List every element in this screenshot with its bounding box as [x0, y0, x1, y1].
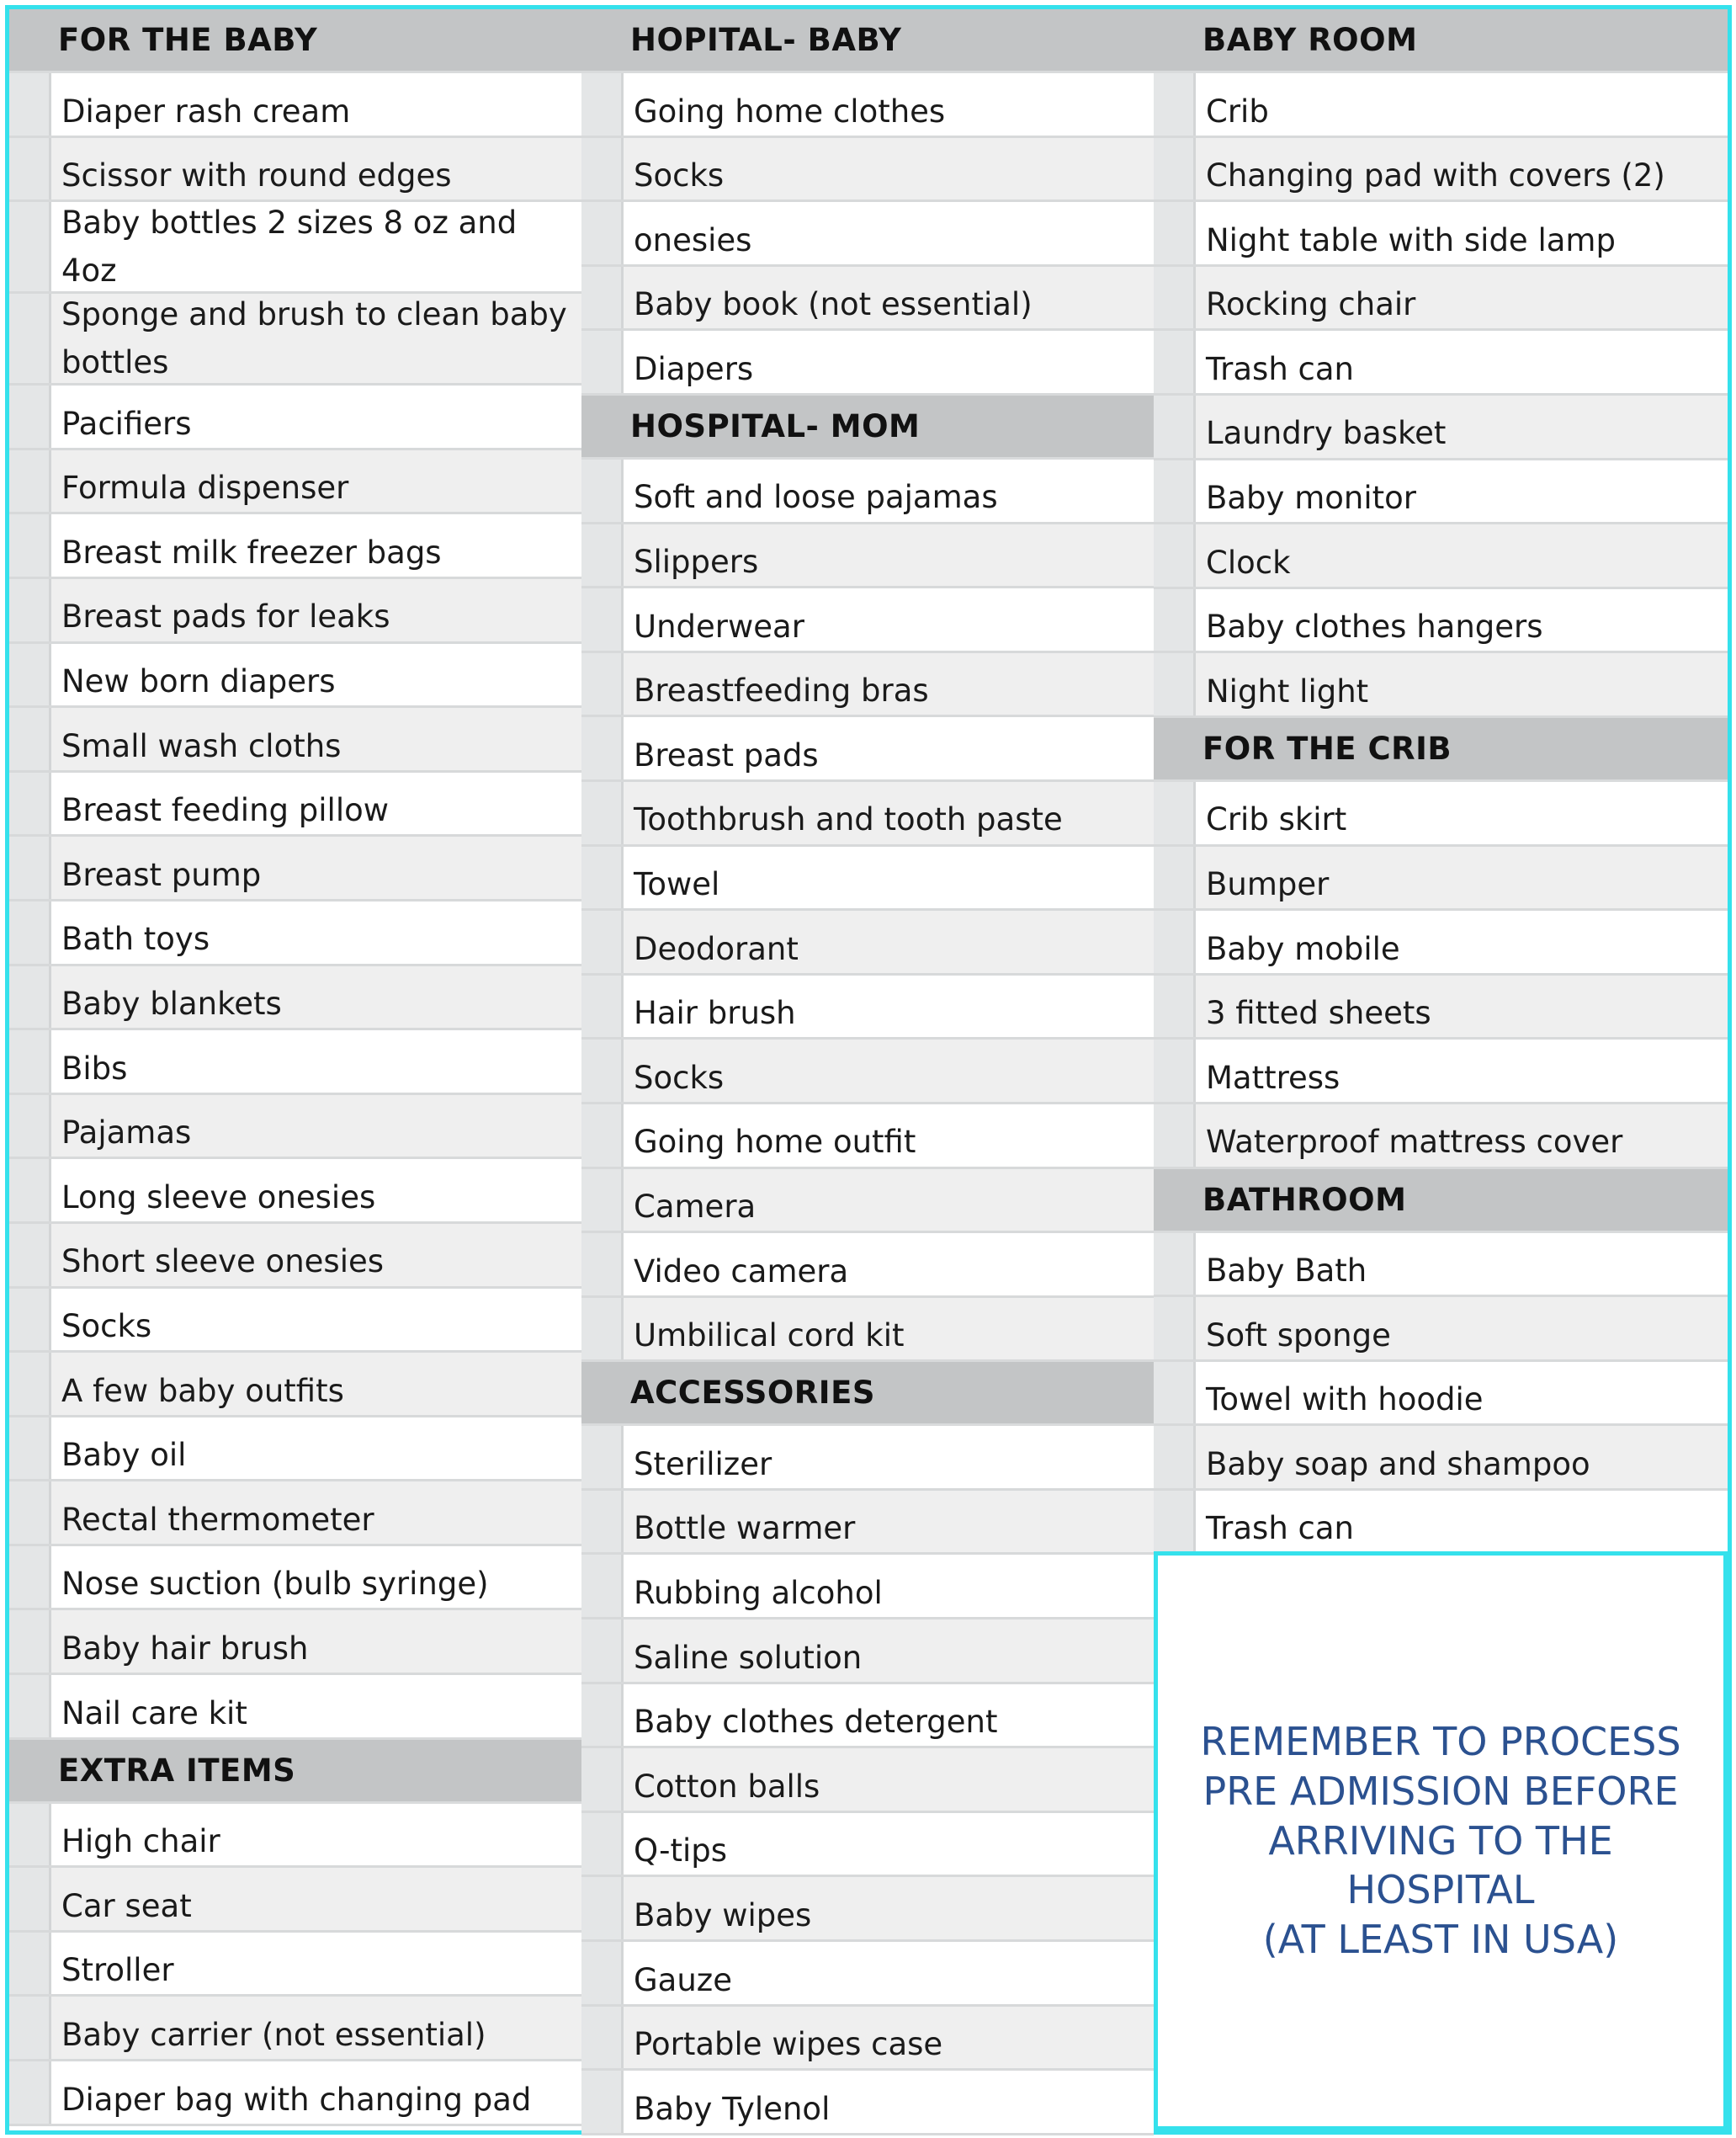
checklist-row — [9, 579, 581, 644]
checklist-row — [1154, 847, 1728, 912]
checklist-item-label: Short sleeve onesies — [51, 1224, 581, 1286]
checkbox-cell[interactable] — [1154, 976, 1196, 1038]
checklist-row — [9, 901, 581, 966]
checkbox-cell[interactable] — [9, 1868, 51, 1930]
checklist-row — [1154, 1297, 1728, 1362]
checkbox-cell[interactable] — [9, 1159, 51, 1221]
checklist-item-label: Clock — [1196, 524, 1728, 587]
checkbox-cell[interactable] — [581, 1555, 624, 1617]
checklist-item-label: Diaper rash cream — [51, 73, 581, 136]
checklist-item-label: Trash can — [1196, 331, 1728, 393]
checklist-row — [581, 460, 1154, 524]
checkbox-cell[interactable] — [1154, 396, 1196, 458]
checklist-row — [1154, 782, 1728, 847]
column-left — [9, 9, 581, 2126]
checklist-row — [581, 1877, 1154, 1942]
checkbox-cell[interactable] — [1154, 589, 1196, 652]
checkbox-cell[interactable] — [1154, 653, 1196, 715]
checkbox-cell[interactable] — [9, 2061, 51, 2124]
checklist-item-label: Baby blankets — [51, 966, 581, 1029]
checklist-row — [9, 966, 581, 1031]
checklist-item-label: Umbilical cord kit — [624, 1298, 1154, 1360]
checklist-item-label: Socks — [624, 138, 1154, 200]
checklist-item-label: New born diapers — [51, 644, 581, 706]
checklist-row — [581, 976, 1154, 1040]
checkbox-cell[interactable] — [1154, 1297, 1196, 1359]
checkbox-cell[interactable] — [9, 138, 51, 200]
checklist-row — [581, 1233, 1154, 1298]
checkbox-cell[interactable] — [9, 514, 51, 577]
checklist-row — [581, 911, 1154, 976]
checklist-item-label: Baby wipes — [624, 1877, 1154, 1939]
checklist-item-label: Rubbing alcohol — [624, 1555, 1154, 1617]
checkbox-cell[interactable] — [581, 1426, 624, 1488]
checklist-row — [581, 2007, 1154, 2072]
checklist-item-label: Deodorant — [624, 911, 1154, 973]
checklist-row — [1154, 1104, 1728, 1169]
checklist-row — [581, 1426, 1154, 1491]
checklist-row — [581, 1491, 1154, 1556]
checklist-row — [9, 1610, 581, 1675]
checklist-item-label: Crib skirt — [1196, 782, 1728, 844]
checkbox-cell[interactable] — [9, 1095, 51, 1157]
checkbox-cell[interactable] — [9, 644, 51, 706]
checkbox-cell[interactable] — [581, 847, 624, 909]
checklist-item-label: Changing pad with covers (2) — [1196, 138, 1728, 200]
checkbox-cell[interactable] — [1154, 847, 1196, 909]
checkbox-cell[interactable] — [581, 588, 624, 651]
checkbox-cell[interactable] — [9, 1546, 51, 1609]
checklist-row — [9, 1481, 581, 1546]
checklist-sheet — [5, 5, 1732, 2135]
checkbox-cell[interactable] — [1154, 1491, 1196, 1553]
checklist-row — [9, 1997, 581, 2061]
checklist-item-label: Baby monitor — [1196, 460, 1728, 523]
checklist-row — [9, 1159, 581, 1224]
checklist-row — [1154, 589, 1728, 654]
checklist-row — [1154, 460, 1728, 525]
checklist-item-label: Hair brush — [624, 976, 1154, 1038]
checklist-row — [9, 837, 581, 901]
checklist-item-label: Long sleeve onesies — [51, 1159, 581, 1221]
checklist-item-label: Soft and loose pajamas — [624, 460, 1154, 522]
checklist-item-label: Baby oil — [51, 1417, 581, 1480]
checkbox-cell[interactable] — [581, 1233, 624, 1295]
checkbox-cell[interactable] — [9, 1417, 51, 1480]
checklist-row — [581, 267, 1154, 332]
checklist-row — [9, 644, 581, 709]
checklist-row — [9, 773, 581, 838]
checklist-row — [1154, 976, 1728, 1040]
checklist-row — [581, 202, 1154, 267]
checklist-row — [1154, 1233, 1728, 1298]
checklist-item-label: Breast milk freezer bags — [51, 514, 581, 577]
section-header: ACCESSORIES — [581, 1362, 1154, 1426]
checklist-item-label: Gauze — [624, 1942, 1154, 2004]
checkbox-cell[interactable] — [581, 460, 624, 522]
checkbox-cell[interactable] — [581, 267, 624, 329]
checkbox-cell[interactable] — [9, 73, 51, 136]
checklist-row — [9, 294, 581, 386]
checklist-item-label: Night table with side lamp — [1196, 202, 1728, 264]
checklist-item-label: Breast feeding pillow — [51, 773, 581, 835]
checklist-row — [581, 1169, 1154, 1234]
checklist-item-label: Baby Tylenol — [624, 2071, 1154, 2133]
checklist-row — [9, 514, 581, 579]
section-header: BABY ROOM — [1154, 9, 1728, 73]
checkbox-cell[interactable] — [581, 1748, 624, 1811]
section-header: FOR THE BABY — [9, 9, 581, 73]
checkbox-cell[interactable] — [581, 1040, 624, 1102]
checklist-item-label: Socks — [51, 1289, 581, 1351]
checklist-row — [9, 1868, 581, 1933]
checkbox-cell[interactable] — [1154, 267, 1196, 329]
section-header: FOR THE CRIB — [1154, 718, 1728, 782]
checklist-row — [1154, 331, 1728, 396]
checklist-row — [9, 1353, 581, 1417]
checkbox-cell[interactable] — [1154, 1040, 1196, 1102]
checklist-item-label: Nose suction (bulb syringe) — [51, 1546, 581, 1609]
checklist-row — [1154, 396, 1728, 460]
checkbox-cell[interactable] — [9, 1933, 51, 1995]
checklist-row — [581, 653, 1154, 718]
checklist-item-label: High chair — [51, 1804, 581, 1866]
checklist-item-label: Car seat — [51, 1868, 581, 1930]
checklist-item-label: Camera — [624, 1169, 1154, 1231]
checklist-row — [1154, 524, 1728, 589]
checkbox-cell[interactable] — [581, 202, 624, 264]
checklist-row — [1154, 653, 1728, 718]
checklist-item-label: onesies — [624, 202, 1154, 264]
checklist-item-label: Pacifiers — [51, 386, 581, 448]
checkbox-cell[interactable] — [581, 1684, 624, 1747]
checklist-item-label: Going home outfit — [624, 1104, 1154, 1167]
checkbox-cell[interactable] — [1154, 911, 1196, 973]
checklist-item-label: Stroller — [51, 1933, 581, 1995]
checklist-item-label: Diaper bag with changing pad — [51, 2061, 581, 2124]
checklist-item-label: Baby Bath — [1196, 1233, 1728, 1295]
checkbox-cell[interactable] — [9, 386, 51, 448]
checklist-row — [1154, 73, 1728, 138]
checkbox-cell[interactable] — [9, 773, 51, 835]
checkbox-cell[interactable] — [581, 1169, 624, 1231]
checkbox-cell[interactable] — [1154, 524, 1196, 587]
checkbox-cell[interactable] — [581, 1491, 624, 1553]
checklist-item-label: Breast pads for leaks — [51, 579, 581, 641]
checklist-item-label: Portable wipes case — [624, 2007, 1154, 2069]
checklist-row — [581, 847, 1154, 912]
checkbox-cell[interactable] — [581, 331, 624, 393]
checkbox-cell[interactable] — [581, 524, 624, 587]
checklist-item-label: Bath toys — [51, 901, 581, 964]
checklist-item-label: Trash can — [1196, 1491, 1728, 1553]
checklist-item-label: Toothbrush and tooth paste — [624, 782, 1154, 844]
checklist-row — [9, 386, 581, 450]
checklist-row — [581, 782, 1154, 847]
checklist-item-label: Nail care kit — [51, 1675, 581, 1737]
checklist-item-label: Video camera — [624, 1233, 1154, 1295]
checklist-item-label: Soft sponge — [1196, 1297, 1728, 1359]
checkbox-cell[interactable] — [9, 1610, 51, 1673]
checklist-item-label: Towel with hoodie — [1196, 1362, 1728, 1424]
checklist-item-label: Baby hair brush — [51, 1610, 581, 1673]
checklist-row — [581, 331, 1154, 396]
checkbox-cell[interactable] — [581, 976, 624, 1038]
checkbox-cell[interactable] — [581, 911, 624, 973]
checklist-item-label: Rocking chair — [1196, 267, 1728, 329]
checklist-row — [581, 138, 1154, 203]
checkbox-cell[interactable] — [9, 1481, 51, 1544]
checkbox-cell[interactable] — [1154, 1362, 1196, 1424]
checkbox-cell[interactable] — [581, 1619, 624, 1682]
checklist-item-label: Breast pump — [51, 837, 581, 899]
checkbox-cell[interactable] — [9, 1030, 51, 1093]
checklist-row — [1154, 1426, 1728, 1491]
checkbox-cell[interactable] — [1154, 331, 1196, 393]
checklist-item-label: 3 fitted sheets — [1196, 976, 1728, 1038]
checkbox-cell[interactable] — [581, 2007, 624, 2069]
checklist-row — [9, 450, 581, 515]
checklist-row — [581, 588, 1154, 653]
checklist-row — [9, 1417, 581, 1482]
checkbox-cell[interactable] — [581, 1104, 624, 1167]
checklist-row — [9, 1095, 581, 1160]
checkbox-cell[interactable] — [1154, 1104, 1196, 1167]
checklist-row — [9, 73, 581, 138]
checklist-item-label: Waterproof mattress cover — [1196, 1104, 1728, 1167]
checkbox-cell[interactable] — [1154, 138, 1196, 200]
checklist-row — [581, 524, 1154, 589]
checklist-item-label: Laundry basket — [1196, 396, 1728, 458]
checkbox-cell[interactable] — [1154, 73, 1196, 136]
checkbox-cell[interactable] — [9, 202, 51, 291]
checkbox-cell[interactable] — [581, 138, 624, 200]
checklist-item-label: Breast pads — [624, 717, 1154, 779]
checklist-item-label: A few baby outfits — [51, 1353, 581, 1415]
checklist-row — [581, 1684, 1154, 1749]
checklist-item-label: Baby soap and shampoo — [1196, 1426, 1728, 1488]
checklist-item-label: Scissor with round edges — [51, 138, 581, 200]
checkbox-cell[interactable] — [581, 2071, 624, 2133]
checklist-row — [9, 1675, 581, 1740]
checklist-item-label: Q-tips — [624, 1813, 1154, 1875]
checklist-item-label: Sponge and brush to clean baby bottles — [51, 294, 581, 383]
checklist-item-label: Baby clothes hangers — [1196, 589, 1728, 652]
checklist-item-label: Baby carrier (not essential) — [51, 1997, 581, 2059]
checklist-item-label: Bibs — [51, 1030, 581, 1093]
checkbox-cell[interactable] — [9, 1675, 51, 1737]
checkbox-cell[interactable] — [1154, 202, 1196, 264]
section-header: HOSPITAL- MOM — [581, 396, 1154, 460]
checkbox-cell[interactable] — [9, 1353, 51, 1415]
checkbox-cell[interactable] — [581, 1298, 624, 1360]
column-right — [1154, 9, 1728, 1555]
checkbox-cell[interactable] — [581, 717, 624, 779]
checklist-row — [581, 1619, 1154, 1684]
checklist-row — [1154, 911, 1728, 976]
checkbox-cell[interactable] — [581, 1942, 624, 2004]
checkbox-cell[interactable] — [9, 1224, 51, 1286]
column-middle — [581, 9, 1154, 2135]
checklist-item-label: Socks — [624, 1040, 1154, 1102]
checkbox-cell[interactable] — [9, 1289, 51, 1351]
checkbox-cell[interactable] — [9, 966, 51, 1029]
checklist-row — [1154, 267, 1728, 332]
checklist-item-label: Baby book (not essential) — [624, 267, 1154, 329]
checkbox-cell[interactable] — [9, 837, 51, 899]
checkbox-cell[interactable] — [9, 1997, 51, 2059]
checklist-item-label: Towel — [624, 847, 1154, 909]
checklist-row — [9, 1289, 581, 1354]
checklist-item-label: Baby clothes detergent — [624, 1684, 1154, 1747]
checklist-row — [9, 1933, 581, 1997]
checklist-item-label: Baby mobile — [1196, 911, 1728, 973]
checklist-row — [581, 2071, 1154, 2135]
checklist-item-label: Pajamas — [51, 1095, 581, 1157]
checklist-row — [9, 1224, 581, 1289]
checkbox-cell[interactable] — [1154, 1426, 1196, 1488]
checklist-row — [1154, 1491, 1728, 1556]
checklist-item-label: Bumper — [1196, 847, 1728, 909]
checklist-row — [9, 708, 581, 773]
checklist-item-label: Bottle warmer — [624, 1491, 1154, 1553]
checkbox-cell[interactable] — [1154, 782, 1196, 844]
checklist-item-label: Saline solution — [624, 1619, 1154, 1682]
checklist-row — [1154, 1362, 1728, 1427]
checklist-item-label: Sterilizer — [624, 1426, 1154, 1488]
checklist-item-label: Slippers — [624, 524, 1154, 587]
checklist-item-label: Rectal thermometer — [51, 1481, 581, 1544]
checklist-row — [581, 1298, 1154, 1363]
checklist-item-label: Going home clothes — [624, 73, 1154, 136]
checklist-row — [9, 138, 581, 203]
checklist-row — [581, 1813, 1154, 1878]
checklist-item-label: Crib — [1196, 73, 1728, 136]
checklist-row — [581, 1555, 1154, 1619]
reminder-box — [1154, 1551, 1728, 2130]
checklist-item-label: Mattress — [1196, 1040, 1728, 1102]
checklist-row — [9, 202, 581, 294]
checklist-row — [581, 1748, 1154, 1813]
checklist-item-label: Small wash cloths — [51, 708, 581, 770]
checklist-item-label: Night light — [1196, 653, 1728, 715]
checklist-row — [581, 1104, 1154, 1169]
checkbox-cell[interactable] — [581, 73, 624, 136]
section-header: BATHROOM — [1154, 1169, 1728, 1233]
checklist-item-label: Diapers — [624, 331, 1154, 393]
checklist-item-label: Breastfeeding bras — [624, 653, 1154, 715]
checklist-row — [581, 1040, 1154, 1104]
checkbox-cell[interactable] — [9, 1804, 51, 1866]
checklist-row — [1154, 202, 1728, 267]
checklist-row — [9, 1804, 581, 1869]
section-header: EXTRA ITEMS — [9, 1740, 581, 1804]
checklist-item-label: Baby bottles 2 sizes 8 oz and 4oz — [51, 202, 581, 291]
checklist-row — [9, 1546, 581, 1611]
checkbox-cell[interactable] — [581, 782, 624, 844]
checkbox-cell[interactable] — [9, 579, 51, 641]
checkbox-cell[interactable] — [581, 1877, 624, 1939]
checkbox-cell[interactable] — [9, 450, 51, 513]
checklist-row — [581, 717, 1154, 782]
checklist-row — [9, 1030, 581, 1095]
checkbox-cell[interactable] — [581, 1813, 624, 1875]
checklist-row — [9, 2061, 581, 2126]
reminder-text: REMEMBER TO PROCESS PRE ADMISSION BEFORE ARRIVING TO THE HOSPITAL (AT LEAST IN USA) — [1200, 1718, 1681, 1963]
checkbox-cell[interactable] — [9, 901, 51, 964]
checkbox-cell[interactable] — [1154, 1233, 1196, 1295]
section-header: HOPITAL- BABY — [581, 9, 1154, 73]
checklist-row — [1154, 138, 1728, 203]
checklist-item-label: Underwear — [624, 588, 1154, 651]
checkbox-cell[interactable] — [9, 294, 51, 383]
checkbox-cell[interactable] — [1154, 460, 1196, 523]
checklist-row — [581, 73, 1154, 138]
checklist-item-label: Cotton balls — [624, 1748, 1154, 1811]
checklist-row — [1154, 1040, 1728, 1104]
checkbox-cell[interactable] — [9, 708, 51, 770]
checklist-item-label: Formula dispenser — [51, 450, 581, 513]
checklist-row — [581, 1942, 1154, 2007]
checkbox-cell[interactable] — [581, 653, 624, 715]
